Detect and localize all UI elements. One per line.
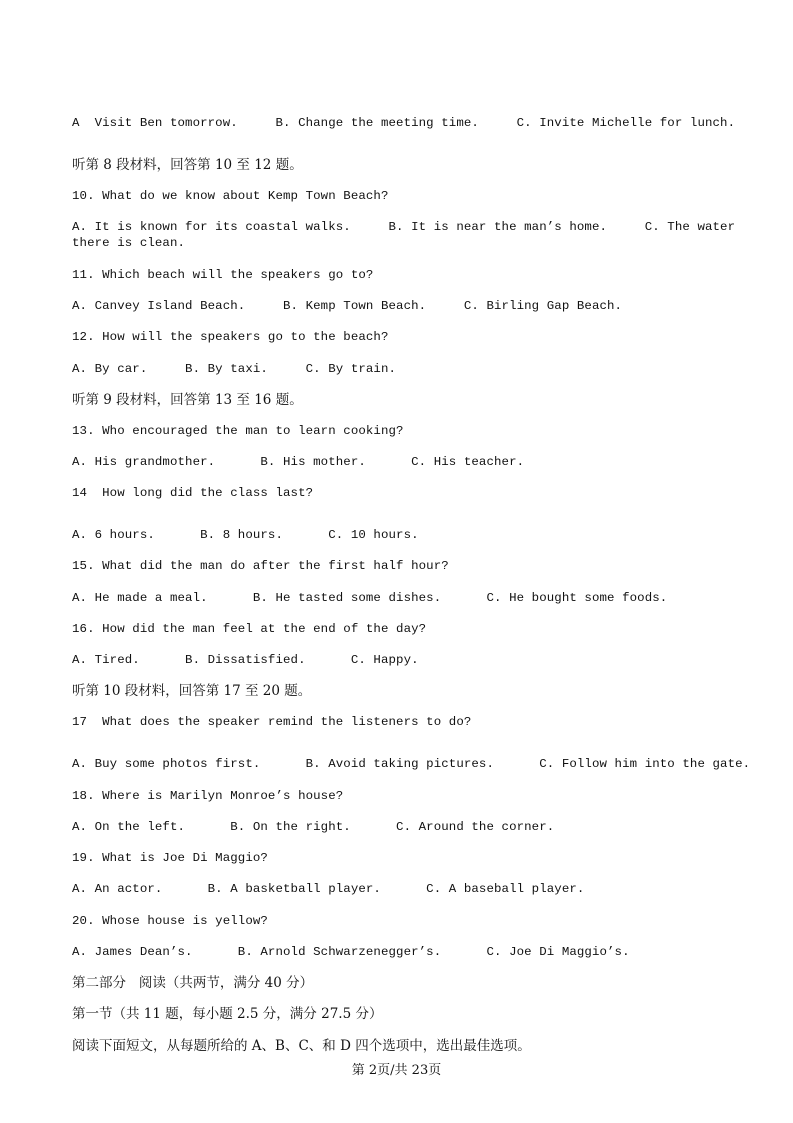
question-13-options: A. His grandmother. B. His mother. C. His teacher. — [72, 455, 525, 469]
question-11: 11. Which beach will the speakers go to? — [72, 268, 374, 282]
question-17-options: A. Buy some photos first. B. Avoid taking pictures. C. Follow him into the gate. — [72, 757, 751, 771]
question-16-options: A. Tired. B. Dissatisfied. C. Happy. — [72, 653, 419, 667]
question-11-options: A. Canvey Island Beach. B. Kemp Town Beach. C. Birling Gap Beach. — [72, 299, 623, 313]
question-13: 13. Who encouraged the man to learn cooking? — [72, 424, 404, 438]
question-18: 18. Where is Marilyn Monroe’s house? — [72, 789, 344, 803]
question-14-options: A. 6 hours. B. 8 hours. C. 10 hours. — [72, 528, 419, 542]
question-15-options: A. He made a meal. B. He tasted some dishes. C. He bought some foods. — [72, 591, 668, 605]
question-10-options: A. It is known for its coastal walks. B. It is near the man’s home. C. The water there is clean. — [72, 220, 743, 250]
question-20: 20. Whose house is yellow? — [72, 914, 268, 928]
question-19-options: A. An actor. B. A basketball player. C. A baseball player. — [72, 882, 585, 896]
question-12-options: A. By car. B. By taxi. C. By train. — [72, 362, 397, 376]
section-10-header: 听第 10 段材料，回答第 17 至 20 题。 — [72, 683, 312, 699]
question-19: 19. What is Joe Di Maggio? — [72, 851, 268, 865]
question-12: 12. How will the speakers go to the beach? — [72, 330, 389, 344]
question-14: 14 How long did the class last? — [72, 486, 314, 500]
part-2-header: 第二部分 阅读（共两节，满分 40 分） — [72, 975, 314, 991]
q9-options: A Visit Ben tomorrow. B. Change the meeting time. C. Invite Michelle for lunch. — [72, 116, 736, 130]
question-18-options: A. On the left. B. On the right. C. Around the corner. — [72, 820, 555, 834]
question-16: 16. How did the man feel at the end of the day? — [72, 622, 427, 636]
page-footer: 第 2页/共 23页 — [351, 1063, 442, 1078]
question-15: 15. What did the man do after the first half hour? — [72, 559, 449, 573]
question-20-options: A. James Dean’s. B. Arnold Schwarzenegger’s. C. Joe Di Maggio’s. — [72, 945, 630, 959]
question-17: 17 What does the speaker remind the listeners to do? — [72, 715, 472, 729]
question-10: 10. What do we know about Kemp Town Beach? — [72, 189, 389, 203]
part-2-section-1-header: 第一节（共 11 题，每小题 2.5 分，满分 27.5 分） — [72, 1006, 383, 1022]
section-9-header: 听第 9 段材料，回答第 13 至 16 题。 — [72, 392, 303, 408]
section-8-header: 听第 8 段材料，回答第 10 至 12 题。 — [72, 157, 303, 173]
part-2-instruction: 阅读下面短文，从每题所给的 A、B、C、和 D 四个选项中，选出最佳选项。 — [72, 1038, 531, 1054]
